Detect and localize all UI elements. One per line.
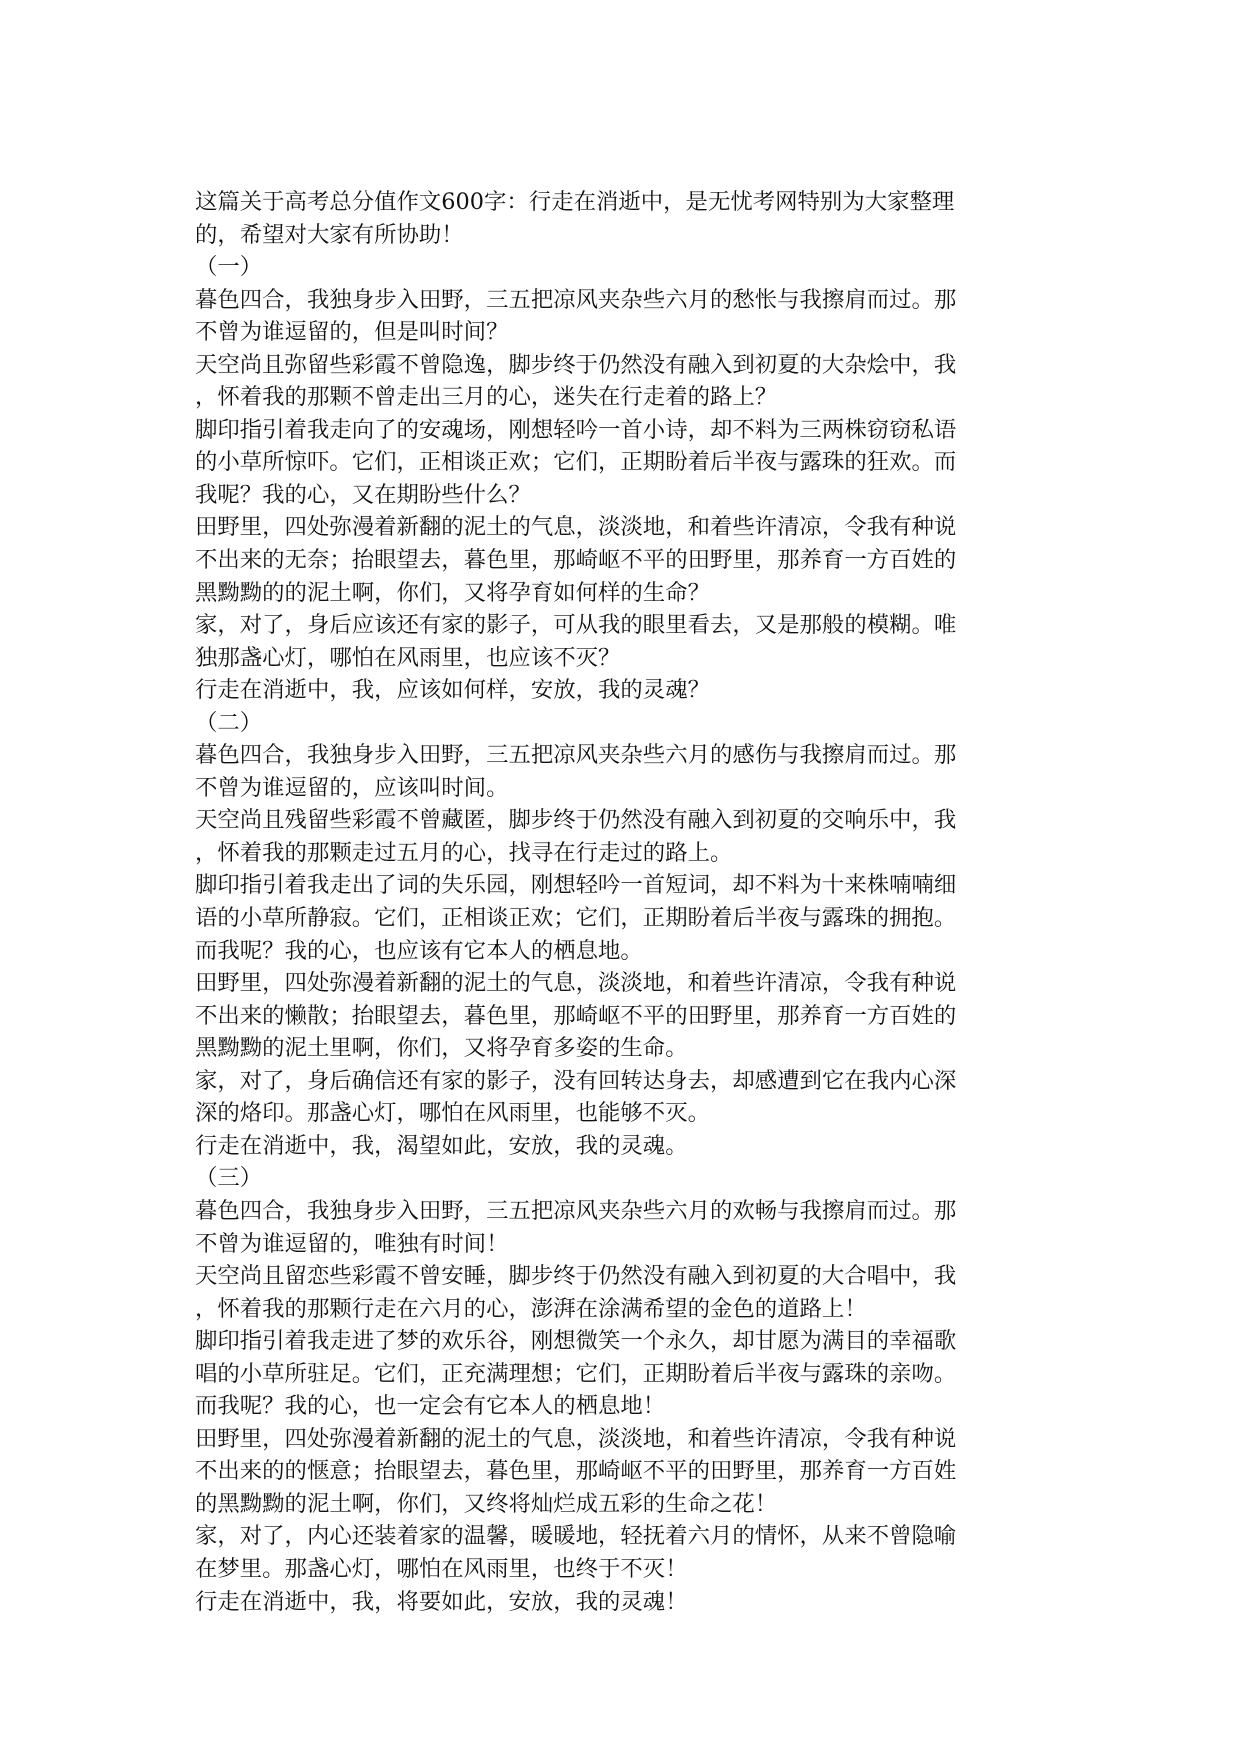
text-line: 天空尚且弥留些彩霞不曾隐逸，脚步终于仍然没有融入到初夏的大杂烩中，我 xyxy=(195,351,957,378)
text-line: 黑黝黝的的泥土啊，你们，又将孕育如何样的生命？ xyxy=(195,579,710,606)
text-line: 不出来的无奈；抬眼望去，暮色里，那崎岖不平的田野里，那养育一方百姓的 xyxy=(195,547,957,574)
text-line: 深的烙印。那盏心灯，哪怕在风雨里，也能够不灭。 xyxy=(195,1100,710,1127)
text-line: 行走在消逝中，我，将要如此，安放，我的灵魂！ xyxy=(195,1588,688,1615)
text-line: ，怀着我的那颗行走在六月的心，澎湃在涂满希望的金色的道路上！ xyxy=(195,1295,867,1322)
text-line: 田野里，四处弥漫着新翻的泥土的气息，淡淡地，和着些许清凉，令我有种说 xyxy=(195,970,957,997)
text-line: 不曾为谁逗留的，唯独有时间！ xyxy=(195,1230,509,1257)
text-line: 天空尚且留恋些彩霞不曾安睡，脚步终于仍然没有融入到初夏的大合唱中，我 xyxy=(195,1263,957,1290)
text-line: 暮色四合，我独身步入田野，三五把凉风夹杂些六月的欢畅与我擦肩而过。那 xyxy=(195,1197,957,1224)
text-line: 家，对了，身后确信还有家的影子，没有回转达身去，却感遭到它在我内心深 xyxy=(195,1067,957,1094)
text-line: 而我呢？我的心，也一定会有它本人的栖息地！ xyxy=(195,1393,666,1420)
text-line: （二） xyxy=(195,709,263,736)
text-line: 家，对了，身后应该还有家的影子，可从我的眼里看去，又是那般的模糊。唯 xyxy=(195,612,957,639)
text-line: 不出来的的惬意；抬眼望去，暮色里，那崎岖不平的田野里，那养育一方百姓 xyxy=(195,1458,957,1485)
text-line: 语的小草所静寂。它们，正相谈正欢；它们，正期盼着后半夜与露珠的拥抱。 xyxy=(195,905,957,932)
document-body xyxy=(195,186,1051,1618)
text-line: 脚印指引着我走进了梦的欢乐谷，刚想微笑一个永久，却甘愿为满目的幸福歌 xyxy=(195,1328,957,1355)
text-line: 不出来的懒散；抬眼望去，暮色里，那崎岖不平的田野里，那养育一方百姓的 xyxy=(195,1002,957,1029)
text-line: 唱的小草所驻足。它们，正充满理想；它们，正期盼着后半夜与露珠的亲吻。 xyxy=(195,1360,957,1387)
text-line: 黑黝黝的泥土里啊，你们，又将孕育多姿的生命。 xyxy=(195,1035,688,1062)
text-line: 我呢？我的心，又在期盼些什么？ xyxy=(195,481,531,508)
text-line: 在梦里。那盏心灯，哪怕在风雨里，也终于不灭！ xyxy=(195,1555,688,1582)
text-line: 独那盏心灯，哪怕在风雨里，也应该不灭？ xyxy=(195,644,621,671)
text-line: ，怀着我的那颗不曾走出三月的心，迷失在行走着的路上？ xyxy=(195,384,778,411)
text-line: 天空尚且残留些彩霞不曾藏匿，脚步终于仍然没有融入到初夏的交响乐中，我 xyxy=(195,807,957,834)
text-line: 行走在消逝中，我，应该如何样，安放，我的灵魂？ xyxy=(195,677,710,704)
text-line: 的黑黝黝的泥土啊，你们，又终将灿烂成五彩的生命之花！ xyxy=(195,1490,778,1517)
text-line: 这篇关于高考总分值作文600字：行走在消逝中，是无忧考网特别为大家整理 xyxy=(195,189,955,215)
text-line: 而我呢？我的心，也应该有它本人的栖息地。 xyxy=(195,937,643,964)
text-line: 暮色四合，我独身步入田野，三五把凉风夹杂些六月的愁怅与我擦肩而过。那 xyxy=(195,286,957,313)
text-line: 脚印指引着我走向了的安魂场，刚想轻吟一首小诗，却不料为三两株窃窃私语 xyxy=(195,416,957,443)
text-line: 不曾为谁逗留的，应该叫时间。 xyxy=(195,774,509,801)
text-line: 田野里，四处弥漫着新翻的泥土的气息，淡淡地，和着些许清凉，令我有种说 xyxy=(195,514,957,541)
text-line: 田野里，四处弥漫着新翻的泥土的气息，淡淡地，和着些许清凉，令我有种说 xyxy=(195,1425,957,1452)
text-line: 家，对了，内心还装着家的温馨，暖暖地，轻抚着六月的情怀，从来不曾隐喻 xyxy=(195,1523,957,1550)
text-line: （三） xyxy=(195,1165,263,1192)
text-line: 的小草所惊吓。它们，正相谈正欢；它们，正期盼着后半夜与露珠的狂欢。而 xyxy=(195,449,957,476)
text-line: 暮色四合，我独身步入田野，三五把凉风夹杂些六月的感伤与我擦肩而过。那 xyxy=(195,742,957,769)
text-line: 行走在消逝中，我，渴望如此，安放，我的灵魂。 xyxy=(195,1132,688,1159)
text-line: 的，希望对大家有所协助！ xyxy=(195,221,464,248)
text-line: （一） xyxy=(195,254,263,281)
text-line: 脚印指引着我走出了词的失乐园，刚想轻吟一首短词，却不料为十来株喃喃细 xyxy=(195,872,957,899)
text-line: ，怀着我的那颗走过五月的心，找寻在行走过的路上。 xyxy=(195,839,733,866)
text-line: 不曾为谁逗留的，但是叫时间？ xyxy=(195,319,509,346)
